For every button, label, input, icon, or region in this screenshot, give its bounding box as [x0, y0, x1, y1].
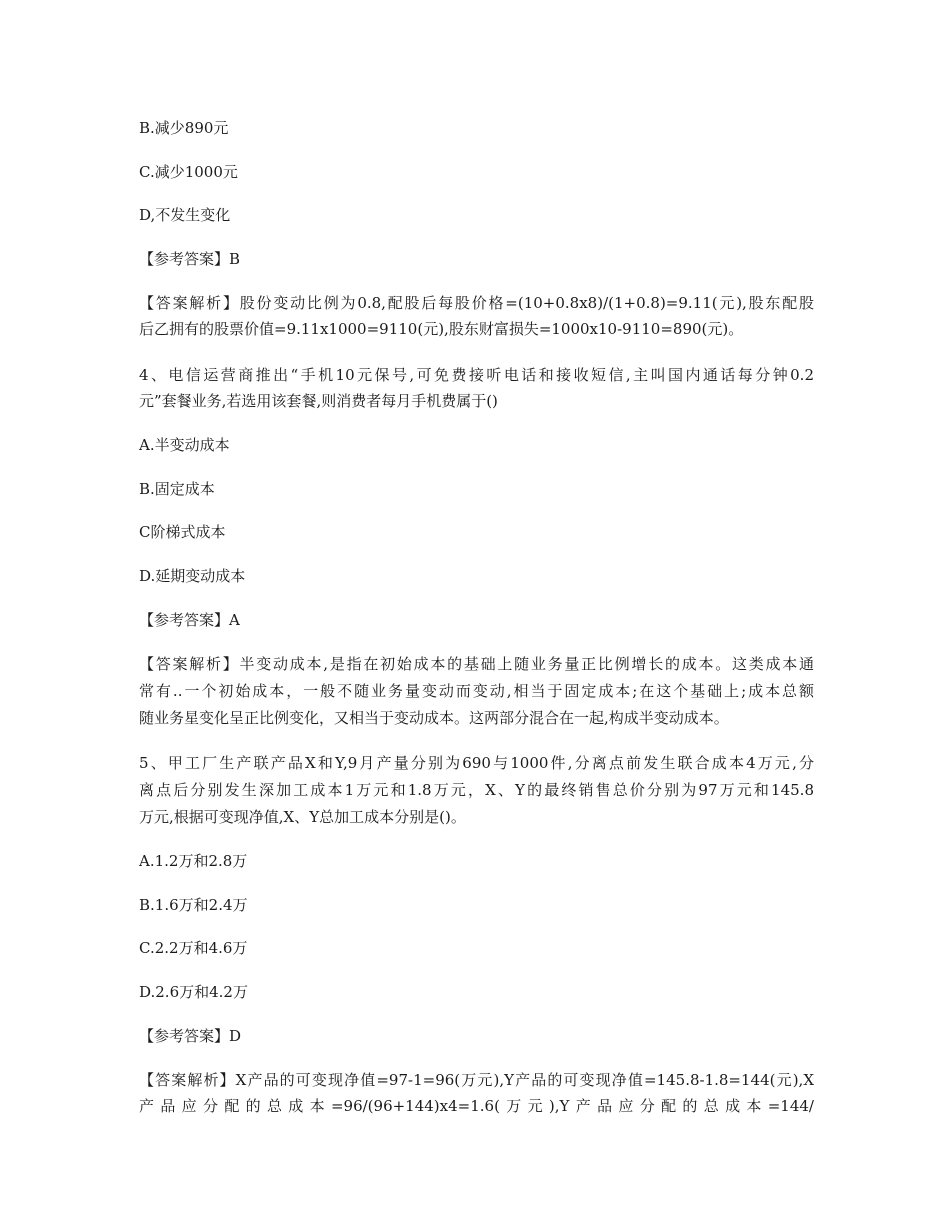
explanation-q4-line1: 【答案解析】半变动成本,是指在初始成本的基础上随业务量正比例增长的成本。这类成本通: [139, 655, 814, 673]
question-5-line1: 5、甲工厂生产联产品X和Y,9月产量分别为690与1000件,分离点前发生联合成本4万元,分: [139, 754, 814, 772]
option-a-q5: A.1.2万和2.8万: [139, 852, 248, 870]
question-5-line3: 万元,根据可变现净值,X、Y总加工成本分别是()。: [139, 808, 466, 826]
option-d-q4: D.延期变动成本: [139, 567, 246, 585]
option-b-q4: B.固定成本: [139, 480, 215, 498]
explanation-q4-line2: 常有..一个初始成本，一般不随业务量变动而变动,相当于固定成本;在这个基础上;成本总额: [139, 682, 814, 700]
answer-q4: 【参考答案】A: [139, 611, 240, 629]
option-c-q3: C.减少1000元: [139, 163, 238, 181]
option-b-q3: B.减少890元: [139, 119, 229, 137]
option-c-q4: C阶梯式成本: [139, 523, 226, 541]
option-c-q5: C.2.2万和4.6万: [139, 939, 248, 957]
explanation-q3-line2: 后乙拥有的股票价值=9.11x1000=9110(元),股东财富损失=1000x10-9110=890(元)。: [139, 320, 744, 338]
option-d-q3: D,不发生变化: [139, 206, 231, 224]
answer-q3: 【参考答案】B: [139, 250, 241, 268]
option-a-q4: A.半变动成本: [139, 436, 230, 454]
question-4-line1: 4、电信运营商推出“手机10元保号,可免费接听电话和接收短信,主叫国内通话每分钟0.2: [139, 366, 814, 384]
option-b-q5: B.1.6万和2.4万: [139, 896, 248, 914]
answer-q5: 【参考答案】D: [139, 1027, 242, 1045]
explanation-q3-line1: 【答案解析】股份变动比例为0.8,配股后每股价格=(10+0.8x8)/(1+0.8)=9.11(元),股东配股: [139, 294, 814, 312]
question-5-line2: 离点后分别发生深加工成本1万元和1.8万元，X、Y的最终销售总价分别为97万元和145.8: [139, 781, 814, 799]
question-4-line2: 元”套餐业务,若选用该套餐,则消费者每月手机费属于(): [139, 392, 498, 410]
explanation-q5-line2: 产品应分配的总成本=96/(96+144)x4=1.6(万元),Y产品应分配的总成本=144/: [139, 1097, 814, 1115]
explanation-q4-line3: 随业务星变化呈正比例变化，又相当于变动成本。这两部分混合在一起,构成半变动成本。: [139, 709, 729, 727]
explanation-q5-line1: 【答案解析】X产品的可变现净值=97-1=96(万元),Y产品的可变现净值=145.8-1.8=144(元),X: [139, 1071, 814, 1089]
option-d-q5: D.2.6万和4.2万: [139, 983, 248, 1001]
